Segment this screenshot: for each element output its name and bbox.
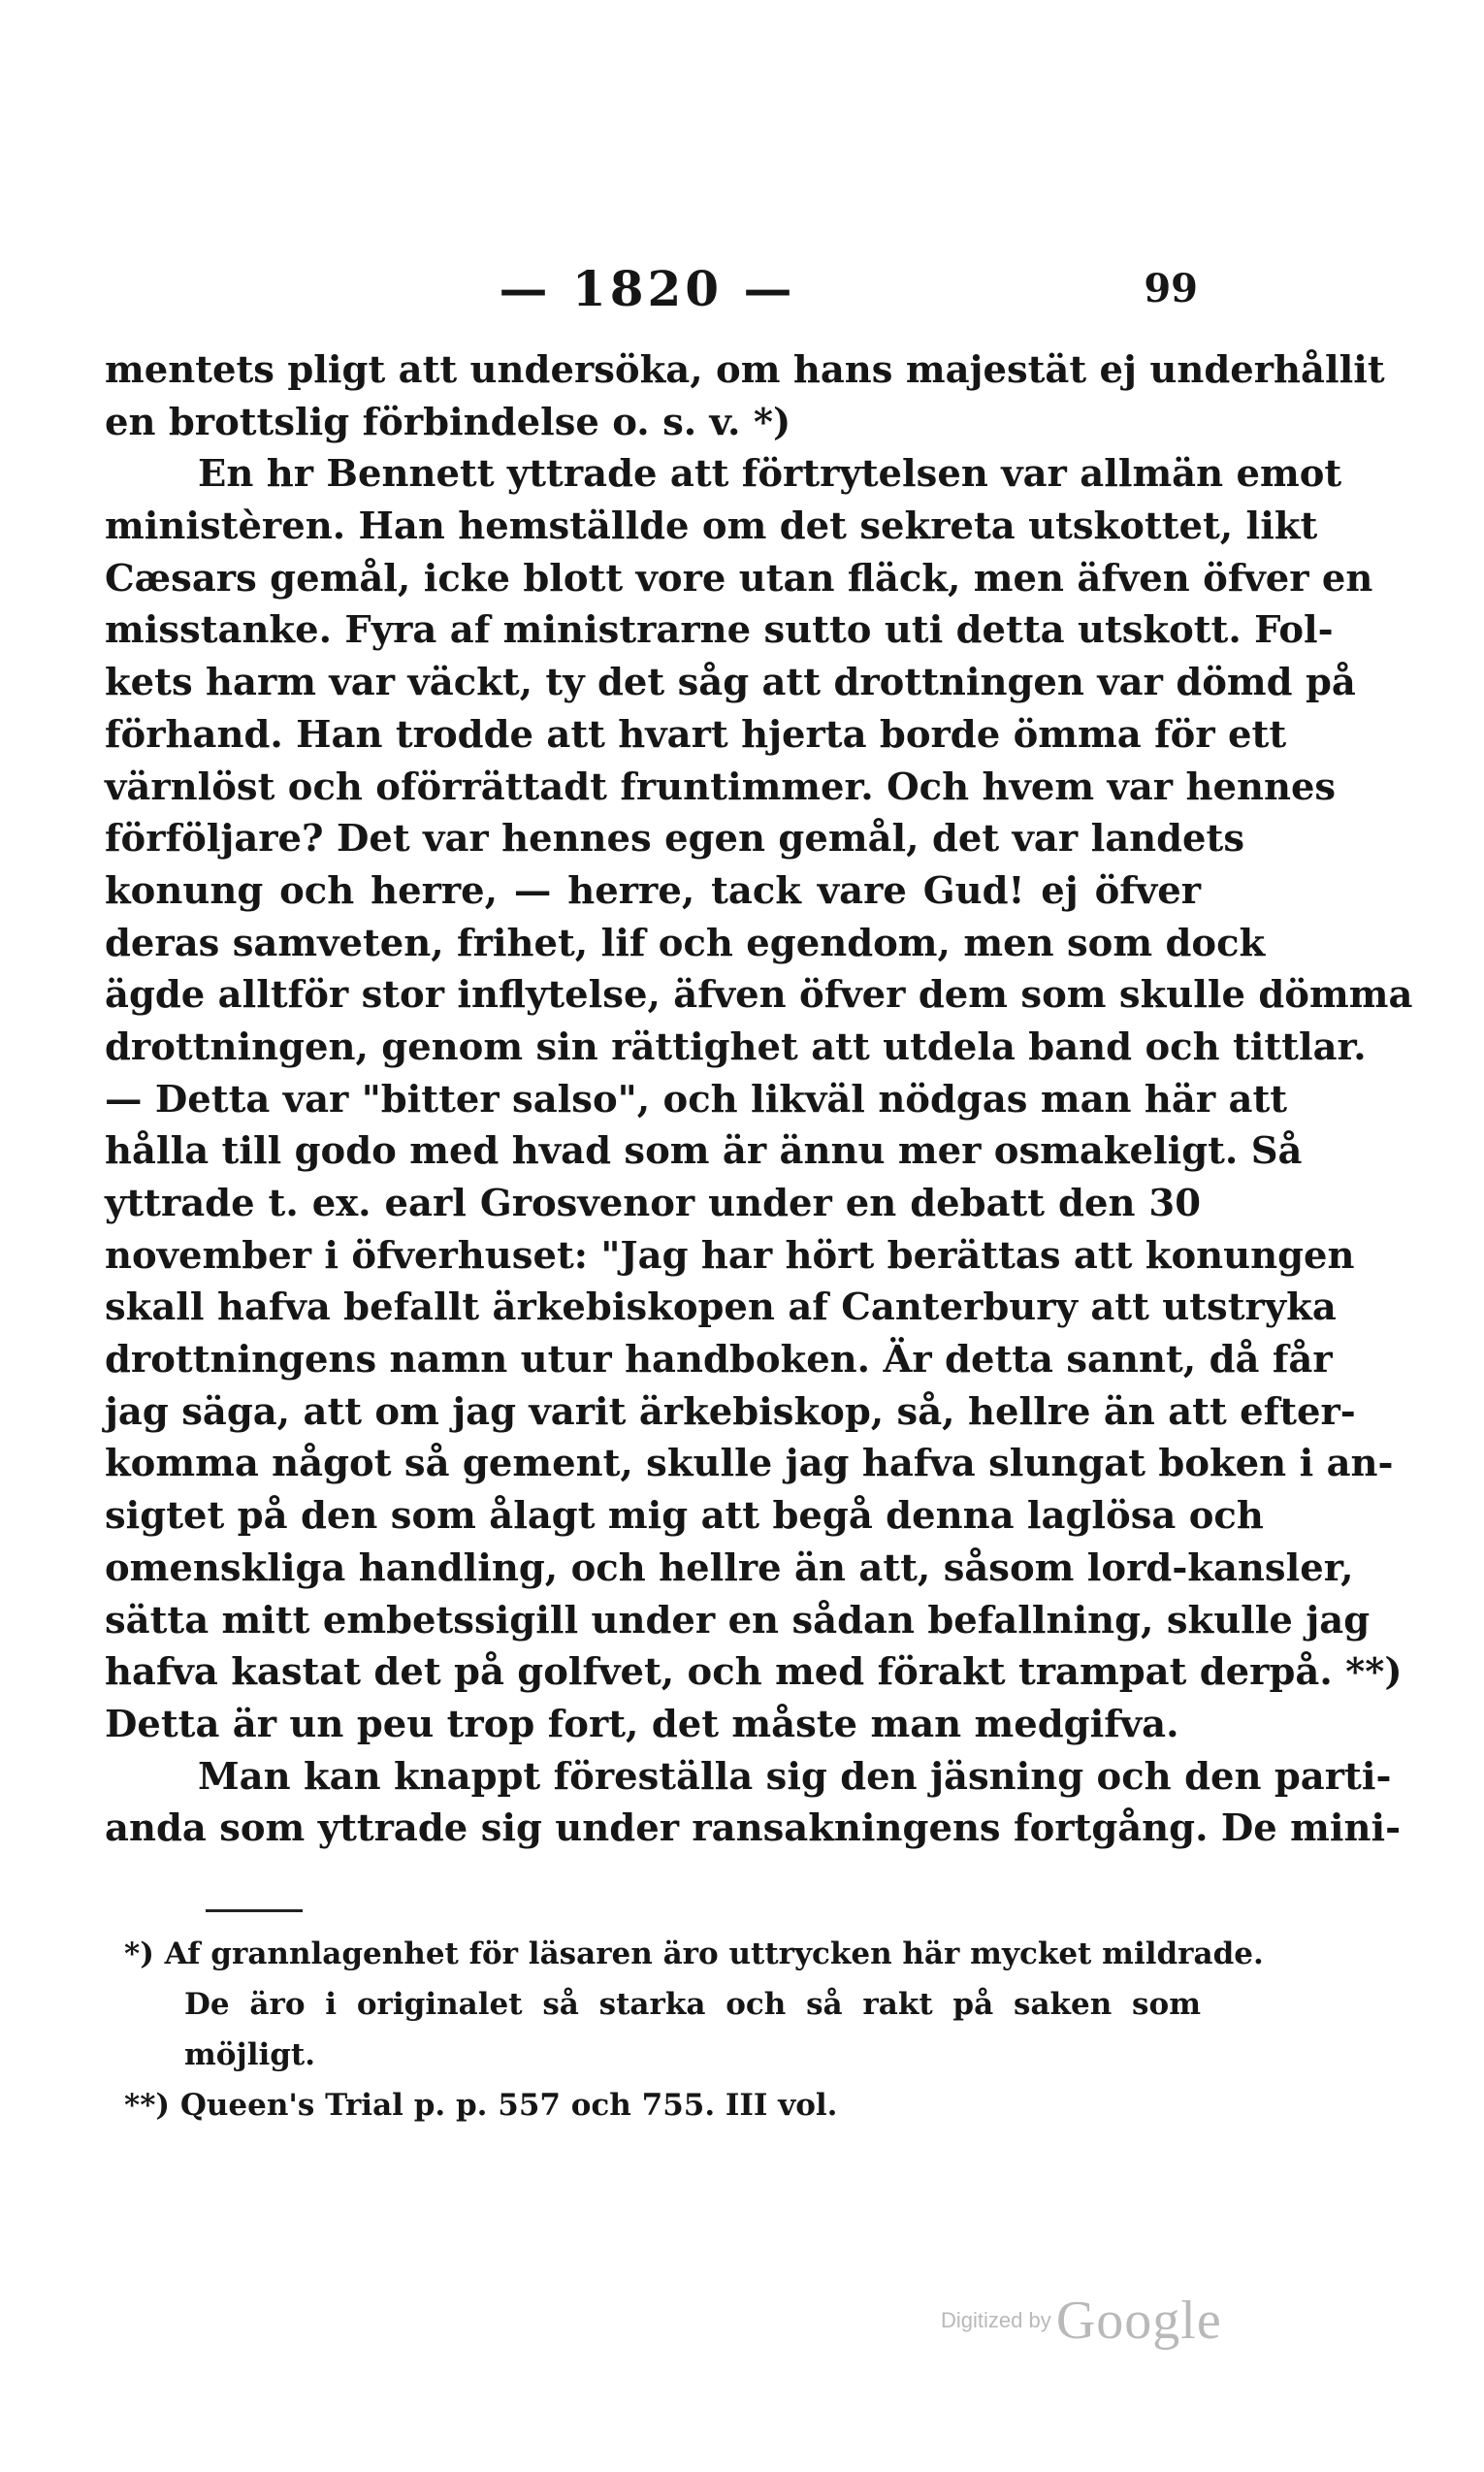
text-line: anda som yttrade sig under ransakningens fortgång. De mini- <box>105 1806 1402 1851</box>
footnote-1 <box>124 1929 1264 2080</box>
text-line: deras samveten, frihet, lif och egendom, men som dock <box>105 921 1266 965</box>
footnotes <box>124 1929 1264 2130</box>
text-line: yttrade t. ex. earl Grosvenor under en debatt den 30 <box>105 1182 1201 1225</box>
text-line: Detta är un peu trop fort, det måste man medgifva. <box>105 1702 1179 1746</box>
text-line: drottningen, genom sin rättighet att utdela band och tittlar. <box>105 1025 1367 1069</box>
page-number: 99 <box>1144 266 1198 311</box>
text-line: misstanke. Fyra af ministrarne sutto uti detta utskott. Fol- <box>105 608 1334 653</box>
text-line: Man kan knappt föreställa sig den jäsning och den parti- <box>198 1754 1392 1799</box>
text-line: hålla till godo med hvad som är ännu mer osmakeligt. Så <box>105 1129 1303 1174</box>
text-line: mentets pligt att undersöka, om hans majestät ej underhållit <box>105 348 1385 392</box>
text-line: jag säga, att om jag varit ärkebiskop, så, hellre än att efter- <box>105 1389 1356 1434</box>
text-line: ministèren. Han hemställde om det sekreta utskottet, likt <box>105 504 1318 549</box>
text-line: sätta mitt embetssigill under en sådan befallning, skulle jag <box>105 1598 1371 1643</box>
text-line: drottningens namn utur handboken. Är detta sannt, då får <box>105 1338 1333 1382</box>
footnote-line: möjligt. <box>184 2037 316 2072</box>
text-line: förföljare? Det var hennes egen gemål, det var landets <box>105 817 1245 862</box>
footnote-2 <box>124 2080 1201 2130</box>
text-line: Cæsars gemål, icke blott vore utan fläck, men äfven öfver en <box>105 556 1373 601</box>
footnote-line: *) Af grannlagenhet för läsaren äro uttrycken här mycket mildrade. <box>124 1936 1264 1971</box>
text-line: skall hafva befallt ärkebiskopen af Canterbury att utstryka <box>105 1285 1337 1330</box>
body-text <box>105 344 1413 1855</box>
text-line: En hr Bennett yttrade att förtrytelsen var allmän emot <box>198 452 1342 497</box>
text-line: värnlöst och oförrättadt fruntimmer. Och hvem var hennes <box>105 764 1337 809</box>
text-line: sigtet på den som ålagt mig att begå denna laglösa och <box>105 1494 1264 1539</box>
text-line: komma något så gement, skulle jag hafva slungat boken i an- <box>105 1442 1394 1486</box>
footnote-line: **) Queen's Trial p. p. 557 och 755. III vol. <box>124 2088 838 2123</box>
text-line: konung och herre, — herre, tack vare Gud! ej öfver <box>105 868 1201 913</box>
text-line: — Detta var "bitter salso", och likväl nödgas man här att <box>105 1077 1288 1122</box>
text-line: kets harm var väckt, ty det såg att drottningen var dömd på <box>105 661 1356 705</box>
digitized-watermark <box>941 2290 1261 2351</box>
text-line: hafva kastat det på golfvet, och med förakt trampat derpå. **) <box>105 1650 1403 1695</box>
footnote-line: De äro i originalet så starka och så rakt på saken som <box>184 1987 1201 2022</box>
text-line: förhand. Han trodde att hvart hjerta borde ömma för ett <box>105 712 1287 757</box>
text-line: en brottslig förbindelse o. s. v. *) <box>105 400 791 444</box>
footnote-separator <box>206 1909 303 1912</box>
page-header <box>97 260 1198 328</box>
text-line: november i öfverhuset: "Jag har hört berättas att konungen <box>105 1233 1355 1278</box>
text-line: ägde alltför stor inflytelse, äfven öfver dem som skulle dömma <box>105 973 1413 1018</box>
watermark-prefix: Digitized by <box>941 2308 1051 2332</box>
running-head: — 1820 — <box>499 260 796 317</box>
google-logo: Google <box>1055 2291 1222 2351</box>
text-line: omenskliga handling, och hellre än att, såsom lord-kansler, <box>105 1545 1354 1590</box>
